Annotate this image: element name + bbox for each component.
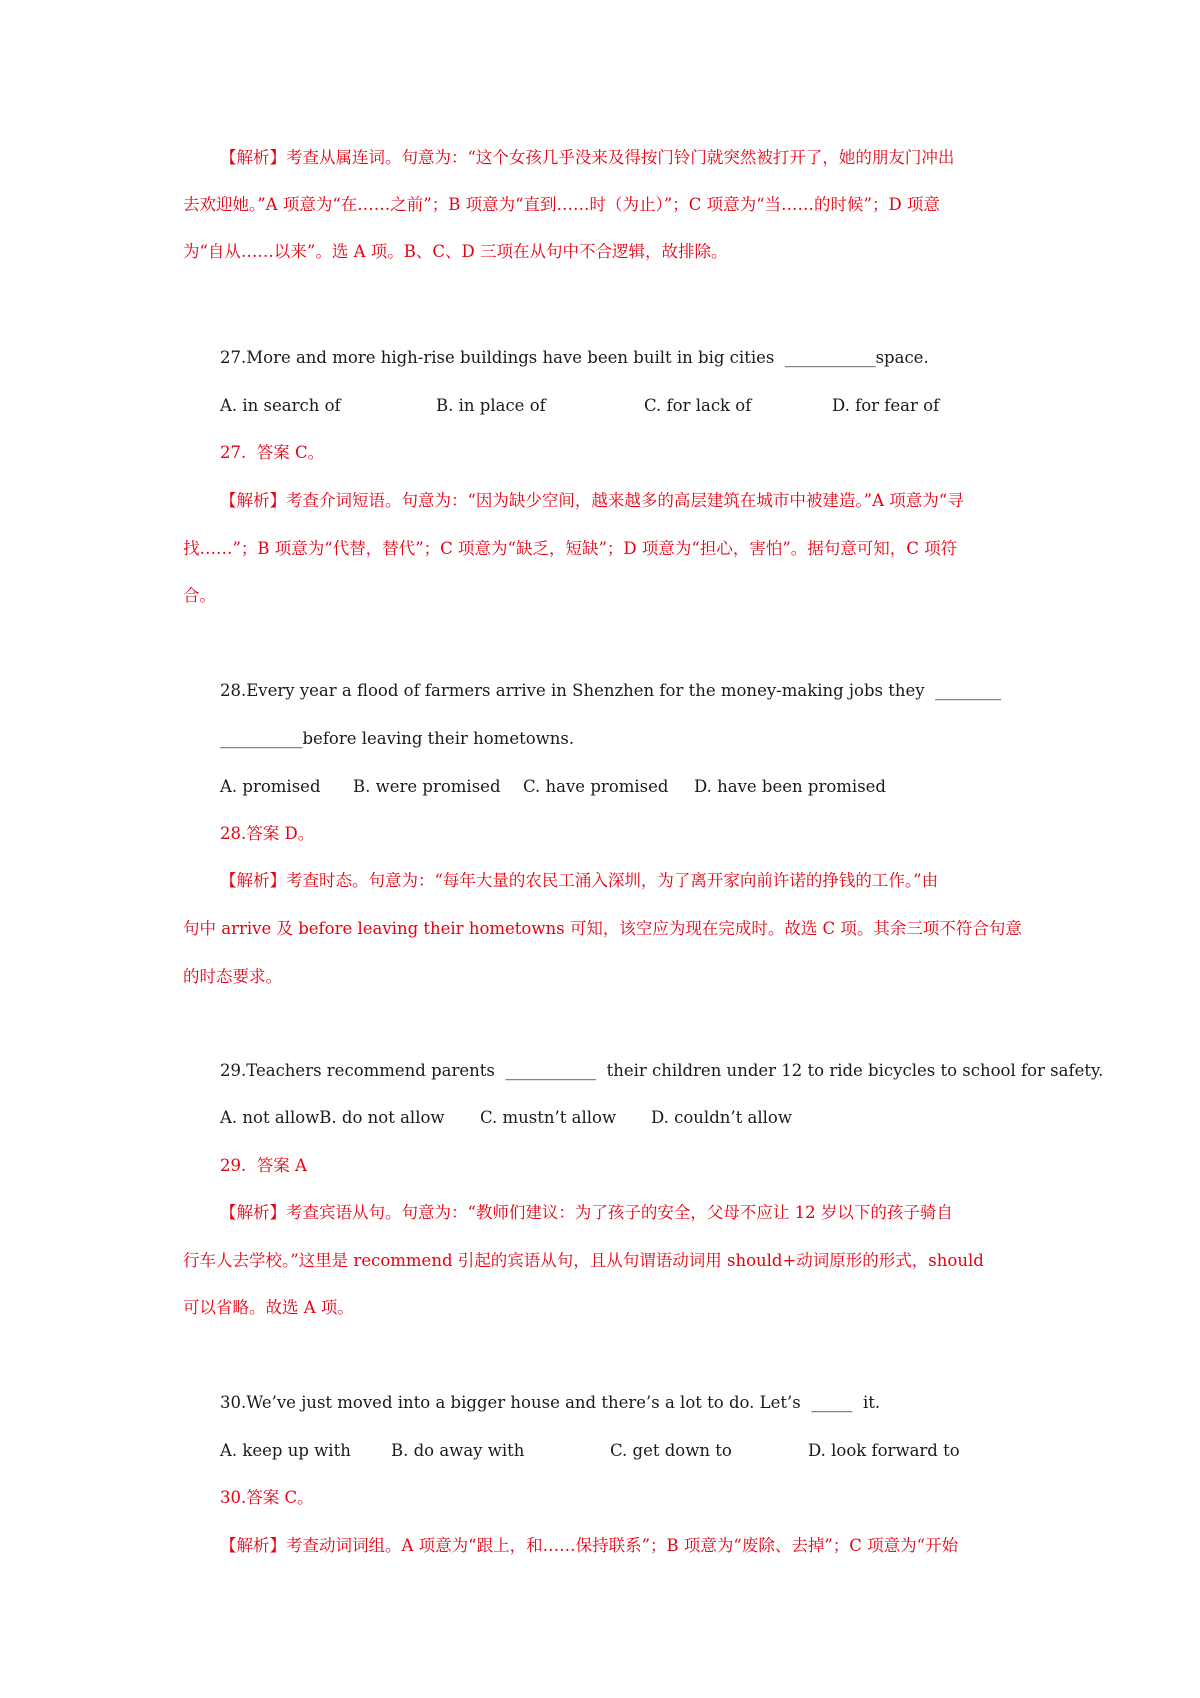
q28-question-line-1: 28.Every year a flood of farmers arrive in Shenzhen for the money-making jobs they ________ <box>220 681 1002 700</box>
q30-option-c: C. get down to <box>610 1441 732 1460</box>
q30-answer: 30.答案 C。 <box>220 1488 314 1507</box>
q27-question: 27.More and more high-rise buildings have been built in big cities ___________space. <box>220 348 929 367</box>
q28-option-c: C. have promised <box>523 777 669 796</box>
q29-question: 29.Teachers recommend parents ___________ their children under 12 to ride bicycles to school for safety. <box>220 1061 1104 1080</box>
q29-answer: 29. 答案 A <box>220 1156 307 1175</box>
q29-option-c: C. mustn’t allow <box>480 1108 617 1127</box>
q30-option-d: D. look forward to <box>808 1441 960 1460</box>
q30-option-b: B. do away with <box>391 1441 525 1460</box>
q27-analysis-line-1: 【解析】考查介词短语。句意为：“因为缺少空间，越来越多的高层建筑在城市中被建造。”A 项意为“寻 <box>220 491 964 510</box>
q30-question: 30.We’ve just moved into a bigger house and there’s a lot to do. Let’s _____ it. <box>220 1393 881 1412</box>
q27-option-b: B. in place of <box>436 396 546 415</box>
q27-analysis-line-3: 合。 <box>183 586 216 605</box>
q28-option-a: A. promised <box>220 777 321 796</box>
q28-answer: 28.答案 D。 <box>220 824 315 843</box>
q26-analysis-line-1: 【解析】考查从属连词。句意为：“这个女孩几乎没来及得按门铃门就突然被打开了，她的朋友门冲出 <box>220 148 955 167</box>
q26-analysis-line-2: 去欢迎她。”A 项意为“在……之前”；B 项意为“直到……时（为止）”；C 项意为“当……的时候”；D 项意 <box>183 195 940 214</box>
q28-option-d: D. have been promised <box>694 777 886 796</box>
q29-analysis-line-2: 行车人去学校。”这里是 recommend 引起的宾语从句，且从句谓语动词用 should+动词原形的形式，should <box>183 1251 984 1270</box>
q27-option-d: D. for fear of <box>832 396 940 415</box>
q29-analysis-line-3: 可以省略。故选 A 项。 <box>183 1298 354 1317</box>
q28-question-line-2: __________before leaving their hometowns. <box>220 729 575 748</box>
q30-analysis-line-1: 【解析】考查动词词组。A 项意为“跟上，和……保持联系”；B 项意为“废除、去掉”；C 项意为“开始 <box>220 1536 959 1555</box>
q29-option-ab: A. not allowB. do not allow <box>220 1108 445 1127</box>
q27-option-c: C. for lack of <box>644 396 752 415</box>
q27-answer: 27. 答案 C。 <box>220 443 325 462</box>
q28-analysis-line-1: 【解析】考查时态。句意为：“每年大量的农民工涌入深圳，为了离开家向前许诺的挣钱的工作。”由 <box>220 871 939 890</box>
q28-analysis-line-3: 的时态要求。 <box>183 967 282 986</box>
q29-option-d: D. couldn’t allow <box>651 1108 792 1127</box>
q28-analysis-line-2: 句中 arrive 及 before leaving their hometowns 可知，该空应为现在完成时。故选 C 项。其余三项不符合句意 <box>183 919 1022 938</box>
q28-option-b: B. were promised <box>353 777 501 796</box>
q30-option-a: A. keep up with <box>220 1441 351 1460</box>
q27-analysis-line-2: 找……”；B 项意为“代替，替代”；C 项意为“缺乏，短缺”；D 项意为“担心，害怕”。据句意可知，C 项符 <box>183 539 958 558</box>
q26-analysis-line-3: 为“自从……以来”。选 A 项。B、C、D 三项在从句中不合逻辑，故排除。 <box>183 242 728 261</box>
q27-option-a: A. in search of <box>220 396 341 415</box>
q29-analysis-line-1: 【解析】考查宾语从句。句意为：“教师们建议：为了孩子的安全，父母不应让 12 岁以下的孩子骑自 <box>220 1203 953 1222</box>
